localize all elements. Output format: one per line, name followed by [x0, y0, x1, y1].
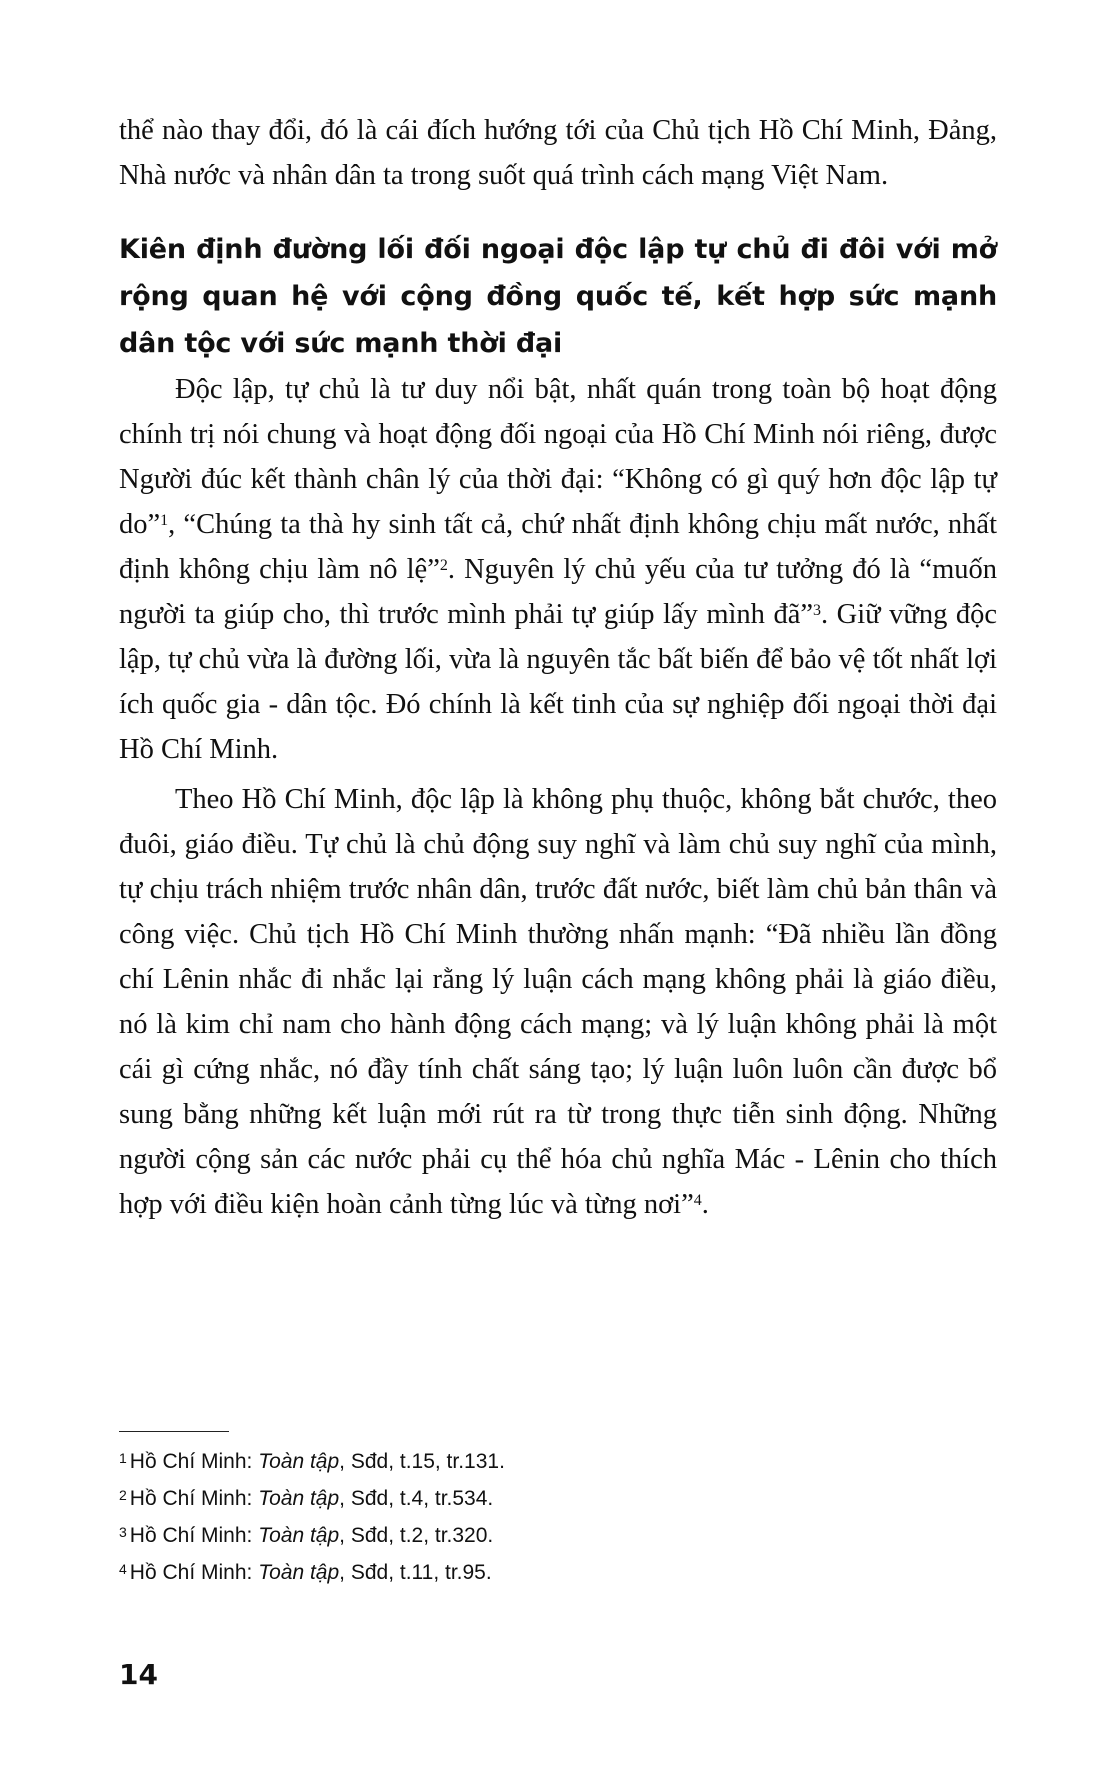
footnote-ref-1: 1 [160, 512, 169, 529]
footnote-number: 4 [119, 1561, 127, 1577]
footnote-detail: , Sđd, t.15, tr.131. [339, 1450, 505, 1473]
paragraph-text: Độc lập, tự chủ là tư duy nổi bật, nhất quán trong toàn bộ hoạt động chính trị nói chung và hoạt động đối ngoại của Hồ Chí Minh nói riêng, được Người đúc kết thành chân lý của thời đại: “Không có gì quý hơn độc lập tự do” [119, 374, 997, 540]
paragraph-text: . [701, 1189, 709, 1220]
footnote-number: 3 [119, 1524, 127, 1540]
footnote-1 [119, 1443, 997, 1480]
footnote-title: Toàn tập [258, 1524, 340, 1547]
page-number: 14 [119, 1658, 158, 1691]
footnote-separator [119, 1431, 229, 1432]
footnote-detail: , Sđd, t.4, tr.534. [339, 1487, 494, 1510]
footnote-title: Toàn tập [258, 1561, 340, 1584]
footnote-4 [119, 1554, 997, 1591]
paragraph-text: Theo Hồ Chí Minh, độc lập là không phụ thuộc, không bắt chước, theo đuôi, giáo điều. Tự chủ là chủ động suy nghĩ và làm chủ suy nghĩ của mình, tự chịu trách nhiệm trước nhân dân, trước đất nước, biết làm chủ bản thân và công việc. Chủ tịch Hồ Chí Minh thường nhấn mạnh: “Đã nhiều lần đồng chí Lênin nhắc đi nhắc lại rằng lý luận cách mạng không phải là giáo điều, nó là kim chỉ nam cho hành động cách mạng; và lý luận không phải là một cái gì cứng nhắc, nó đầy tính chất sáng tạo; lý luận luôn luôn cần được bổ sung bằng những kết luận mới rút ra từ trong thực tiễn sinh động. Những người cộng sản các nước phải cụ thể hóa chủ nghĩa Mác - Lênin cho thích hợp với điều kiện hoàn cảnh từng lúc và từng nơi” [119, 784, 997, 1220]
footnote-detail: , Sđd, t.2, tr.320. [339, 1524, 494, 1547]
footnote-author: Hồ Chí Minh: [129, 1561, 259, 1584]
footnote-author: Hồ Chí Minh: [129, 1524, 259, 1547]
continued-paragraph: thể nào thay đổi, đó là cái đích hướng tới của Chủ tịch Hồ Chí Minh, Đảng, Nhà nước và nhân dân ta trong suốt quá trình cách mạng Việt Nam. [119, 115, 997, 191]
footnote-number: 2 [119, 1487, 127, 1503]
paragraph-text: , “Chúng ta thà hy sinh tất cả, chứ nhất định không chịu mất nước, nhất định không chịu làm nô lệ” [119, 509, 997, 585]
paragraph-independence [119, 367, 997, 772]
footnote-2 [119, 1480, 997, 1517]
footnote-ref-4: 4 [693, 1192, 702, 1209]
footnote-ref-3: 3 [813, 602, 822, 619]
paragraph-text: . Giữ vững độc lập, tự chủ vừa là đường lối, vừa là nguyên tắc bất biến để bảo vệ tốt nhất lợi ích quốc gia - dân tộc. Đó chính là kết tinh của sự nghiệp đối ngoại thời đại Hồ Chí Minh. [119, 599, 997, 765]
paragraph-self-reliance [119, 777, 997, 1227]
footnotes [119, 1443, 997, 1591]
footnote-title: Toàn tập [258, 1487, 340, 1510]
paragraph-text: . Nguyên lý chủ yếu của tư tưởng đó là “muốn người ta giúp cho, thì trước mình phải tự giúp lấy mình đã” [119, 554, 997, 630]
footnote-ref-2: 2 [439, 557, 448, 574]
footnote-title: Toàn tập [258, 1450, 340, 1473]
footnote-detail: , Sđd, t.11, tr.95. [339, 1561, 492, 1584]
page-body [119, 108, 997, 1227]
footnote-3 [119, 1517, 997, 1554]
footnote-author: Hồ Chí Minh: [129, 1487, 259, 1510]
footnote-author: Hồ Chí Minh: [129, 1450, 259, 1473]
footnote-number: 1 [119, 1450, 127, 1466]
section-heading: Kiên định đường lối đối ngoại độc lập tự chủ đi đôi với mở rộng quan hệ với cộng đồng quốc tế, kết hợp sức mạnh dân tộc với sức mạnh thời đại [119, 234, 997, 359]
